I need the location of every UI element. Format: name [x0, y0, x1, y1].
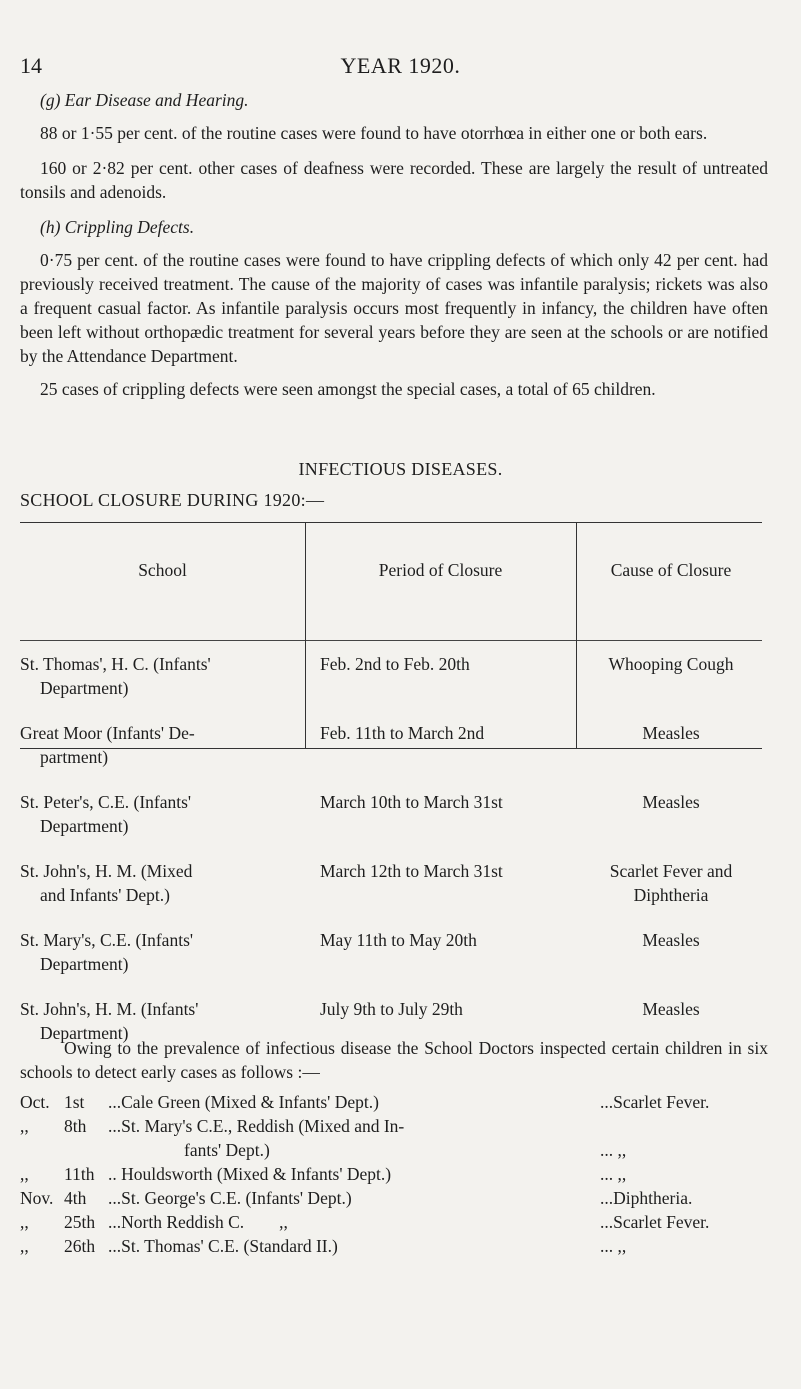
list-item — [20, 1114, 780, 1162]
cause-cell — [576, 997, 766, 1021]
cause-cell — [576, 652, 766, 676]
inspection-disease: ... ,, — [600, 1164, 627, 1184]
date-month: ,, — [20, 1164, 29, 1184]
date-day: 1st — [64, 1092, 85, 1112]
school-line: Department) — [40, 954, 129, 974]
period-cell: Feb. 11th to March 2nd — [320, 723, 485, 743]
period-cell: March 12th to March 31st — [320, 861, 503, 881]
date-month: Nov. — [20, 1188, 54, 1208]
date-day: 26th — [64, 1236, 96, 1256]
school-line: .. Houldsworth (Mixed & Infants' Dept.) — [108, 1164, 392, 1184]
school-cell — [20, 928, 290, 976]
cause-line: Scarlet Fever and — [609, 861, 733, 881]
ear-heading: (g) Ear Disease and Hearing. — [40, 90, 249, 110]
table-row — [20, 859, 768, 907]
ear-paragraph-1: 88 or 1·55 per cent. of the routine cases were found to have otorrhœa in either one or both ears. — [40, 123, 708, 143]
inspection-date — [20, 1234, 108, 1258]
header-period: Period of Closure — [378, 560, 503, 580]
school-line: ...St. Mary's C.E., Reddish (Mixed and In- — [108, 1116, 405, 1136]
inspection-date — [20, 1090, 108, 1114]
inspection-school — [108, 1210, 608, 1234]
page-title: YEAR 1920. — [340, 53, 461, 78]
table-column-divider — [576, 522, 577, 748]
school-line: Great Moor (Infants' De- — [20, 723, 195, 743]
table-column-divider — [305, 522, 306, 748]
inspection-school — [108, 1234, 608, 1258]
inspection-school — [108, 1186, 608, 1210]
period-cell: Feb. 2nd to Feb. 20th — [320, 654, 470, 674]
report-body — [20, 88, 768, 401]
period-cell: March 10th to March 31st — [320, 792, 503, 812]
inspection-date — [20, 1210, 108, 1234]
page-number: 14 — [20, 53, 42, 78]
school-line: St. Thomas', H. C. (Infants' — [20, 654, 211, 674]
table-rule-header — [20, 640, 762, 641]
infectious-diseases-title: INFECTIOUS DISEASES. — [298, 459, 503, 479]
cause-line: Measles — [642, 723, 700, 743]
list-item — [20, 1090, 780, 1114]
list-item — [20, 1186, 780, 1210]
inspection-date — [20, 1186, 108, 1210]
cause-cell — [576, 790, 766, 814]
table-row — [20, 721, 768, 769]
inspection-disease: ...Scarlet Fever. — [600, 1092, 710, 1112]
cause-cell — [576, 928, 766, 952]
inspection-date — [20, 1162, 108, 1186]
date-day: 4th — [64, 1188, 87, 1208]
school-cell — [20, 721, 290, 769]
inspection-paragraph: Owing to the prevalence of infectious disease the School Doctors inspected certain children in six schools to detect early cases as follows :— — [20, 1038, 768, 1082]
inspection-school — [108, 1090, 608, 1114]
date-month: Oct. — [20, 1092, 50, 1112]
school-cell — [20, 652, 290, 700]
cause-line: Diphtheria — [633, 885, 709, 905]
school-line: St. John's, H. M. (Mixed — [20, 861, 193, 881]
inspection-school — [108, 1162, 608, 1186]
school-line: ...St. George's C.E. (Infants' Dept.) — [108, 1188, 352, 1208]
school-line: St. Mary's, C.E. (Infants' — [20, 930, 194, 950]
period-cell: May 11th to May 20th — [320, 930, 477, 950]
inspection-list — [20, 1090, 780, 1258]
date-day: 25th — [64, 1212, 96, 1232]
inspection-school — [108, 1114, 608, 1162]
date-month: ,, — [20, 1116, 29, 1136]
inspection-disease: ... ,, — [600, 1140, 627, 1160]
inspection-disease: ... ,, — [600, 1236, 627, 1256]
school-closure-title: SCHOOL CLOSURE DURING 1920:— — [20, 490, 325, 510]
cause-cell — [576, 721, 766, 745]
cause-line: Whooping Cough — [608, 654, 734, 674]
date-month: ,, — [20, 1212, 29, 1232]
table-row — [20, 790, 768, 838]
cause-line: Measles — [642, 792, 700, 812]
school-line: ...Cale Green (Mixed & Infants' Dept.) — [108, 1092, 379, 1112]
inspection-disease: ...Scarlet Fever. — [600, 1212, 710, 1232]
closure-table — [20, 522, 768, 1043]
cause-line: Measles — [642, 930, 700, 950]
header-cause: Cause of Closure — [610, 560, 732, 580]
school-line: fants' Dept.) — [184, 1140, 270, 1160]
date-day: 11th — [64, 1164, 95, 1184]
table-rule-top — [20, 522, 762, 523]
school-cell — [20, 790, 290, 838]
school-line: St. Peter's, C.E. (Infants' — [20, 792, 192, 812]
school-line: Department) — [40, 1023, 129, 1043]
inspection-disease: ...Diphtheria. — [600, 1188, 693, 1208]
list-item — [20, 1234, 780, 1258]
table-row — [20, 928, 768, 976]
school-line: and Infants' Dept.) — [40, 885, 170, 905]
date-day: 8th — [64, 1116, 87, 1136]
school-line: St. John's, H. M. (Infants' — [20, 999, 199, 1019]
crippling-heading: (h) Crippling Defects. — [40, 217, 195, 237]
ear-paragraph-2: 160 or 2·82 per cent. other cases of deafness were recorded. These are largely the result of untreated tonsils and adenoids. — [20, 158, 768, 202]
table-row — [20, 652, 768, 700]
school-line: Department) — [40, 678, 129, 698]
crippling-paragraph-2: 25 cases of crippling defects were seen amongst the special cases, a total of 65 children. — [40, 379, 656, 399]
list-item — [20, 1210, 780, 1234]
school-line: ...St. Thomas' C.E. (Standard II.) — [108, 1236, 338, 1256]
date-month: ,, — [20, 1236, 29, 1256]
page-header — [0, 53, 801, 79]
header-school: School — [138, 560, 187, 580]
cause-cell — [576, 859, 766, 907]
list-item — [20, 1162, 780, 1186]
inspection-date — [20, 1114, 108, 1138]
school-cell — [20, 859, 290, 907]
school-line: ...North Reddish C. ,, — [108, 1212, 288, 1232]
crippling-paragraph-1: 0·75 per cent. of the routine cases were found to have crippling defects of which only 42 per cent. had previously received treatment. The cause of the majority of cases was infantile paralysis; rickets was also a frequent casual factor. As infantile paralysis occurs most frequently in infancy, the children have often been left without orthopædic treatment for several years before they are seen at the schools or are notified by the Attendance Department. — [20, 250, 768, 366]
school-line: Department) — [40, 816, 129, 836]
school-line: partment) — [40, 747, 109, 767]
cause-line: Measles — [642, 999, 700, 1019]
period-cell: July 9th to July 29th — [320, 999, 463, 1019]
